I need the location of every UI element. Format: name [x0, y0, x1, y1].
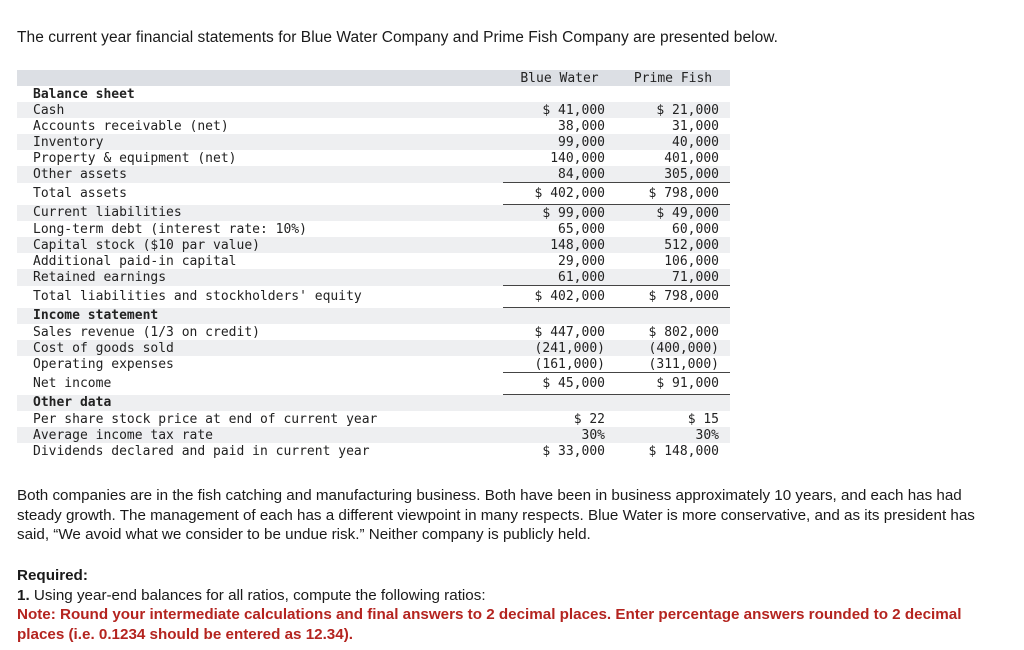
item-number: 1. [17, 586, 30, 604]
table-row: Other assets 84,000 305,000 [17, 166, 730, 183]
table-row: Average income tax rate 30% 30% [17, 427, 730, 443]
table-row: Operating expenses (161,000) (311,000) [17, 356, 730, 373]
table-row: Dividends declared and paid in current year $ 33,000 $ 148,000 [33, 443, 719, 459]
required-heading: Required: [17, 567, 88, 584]
table-header-row [17, 70, 730, 86]
table-row: Long-term debt (interest rate: 10%) 65,000 60,000 [33, 221, 719, 237]
section-other-data: Other data [17, 395, 730, 412]
total-assets-row: Total assets $ 402,000 $ 798,000 [17, 183, 730, 205]
required-section [17, 566, 1007, 644]
section-income-statement: Income statement [17, 308, 730, 325]
required-item [17, 586, 1007, 606]
item-text: Using year-end balances for all ratios, compute the following ratios: [33, 586, 486, 604]
table-row: Capital stock ($10 par value) 148,000 512,000 [17, 237, 730, 253]
header-blue-water: Blue Water [503, 70, 616, 86]
table-row: Property & equipment (net) 140,000 401,000 [33, 150, 719, 166]
description-paragraph: Both companies are in the fish catching and manufacturing business. Both have been in business approximately 10 years, and each has had steady growth. The management of each has a different viewpoint in many respects. Blue Water is more conservative, and as its president has said, “We avoid what we consider to be undue risk.” Neither company is publicly held. [17, 487, 975, 543]
financial-statements-table [17, 70, 730, 459]
table-row: Retained earnings 61,000 71,000 [17, 269, 730, 286]
table-row: Inventory 99,000 40,000 [17, 134, 730, 150]
table-row: Additional paid-in capital 29,000 106,000 [33, 253, 719, 269]
table-row: Sales revenue (1/3 on credit) $ 447,000 $ 802,000 [33, 324, 719, 340]
table-row: Current liabilities $ 99,000 $ 49,000 [17, 205, 730, 222]
table-row: Cost of goods sold (241,000) (400,000) [17, 340, 730, 356]
section-balance-sheet: Balance sheet [33, 86, 135, 102]
intro-text: The current year financial statements for Blue Water Company and Prime Fish Company are presented below. [17, 29, 779, 46]
total-liabilities-equity-row: Total liabilities and stockholders' equity $ 402,000 $ 798,000 [17, 286, 730, 308]
rounding-note: Note: Round your intermediate calculations and final answers to 2 decimal places. Enter percentage answers rounded to 2 decimal places (i.e. 0.1234 should be entered as 12.34). [17, 606, 962, 643]
table-row: Per share stock price at end of current year $ 22 $ 15 [33, 411, 719, 427]
table-row: Cash $ 41,000 $ 21,000 [17, 102, 730, 118]
net-income-row: Net income $ 45,000 $ 91,000 [17, 373, 730, 395]
header-prime-fish: Prime Fish [616, 70, 730, 86]
table-row: Accounts receivable (net) 38,000 31,000 [33, 118, 719, 134]
